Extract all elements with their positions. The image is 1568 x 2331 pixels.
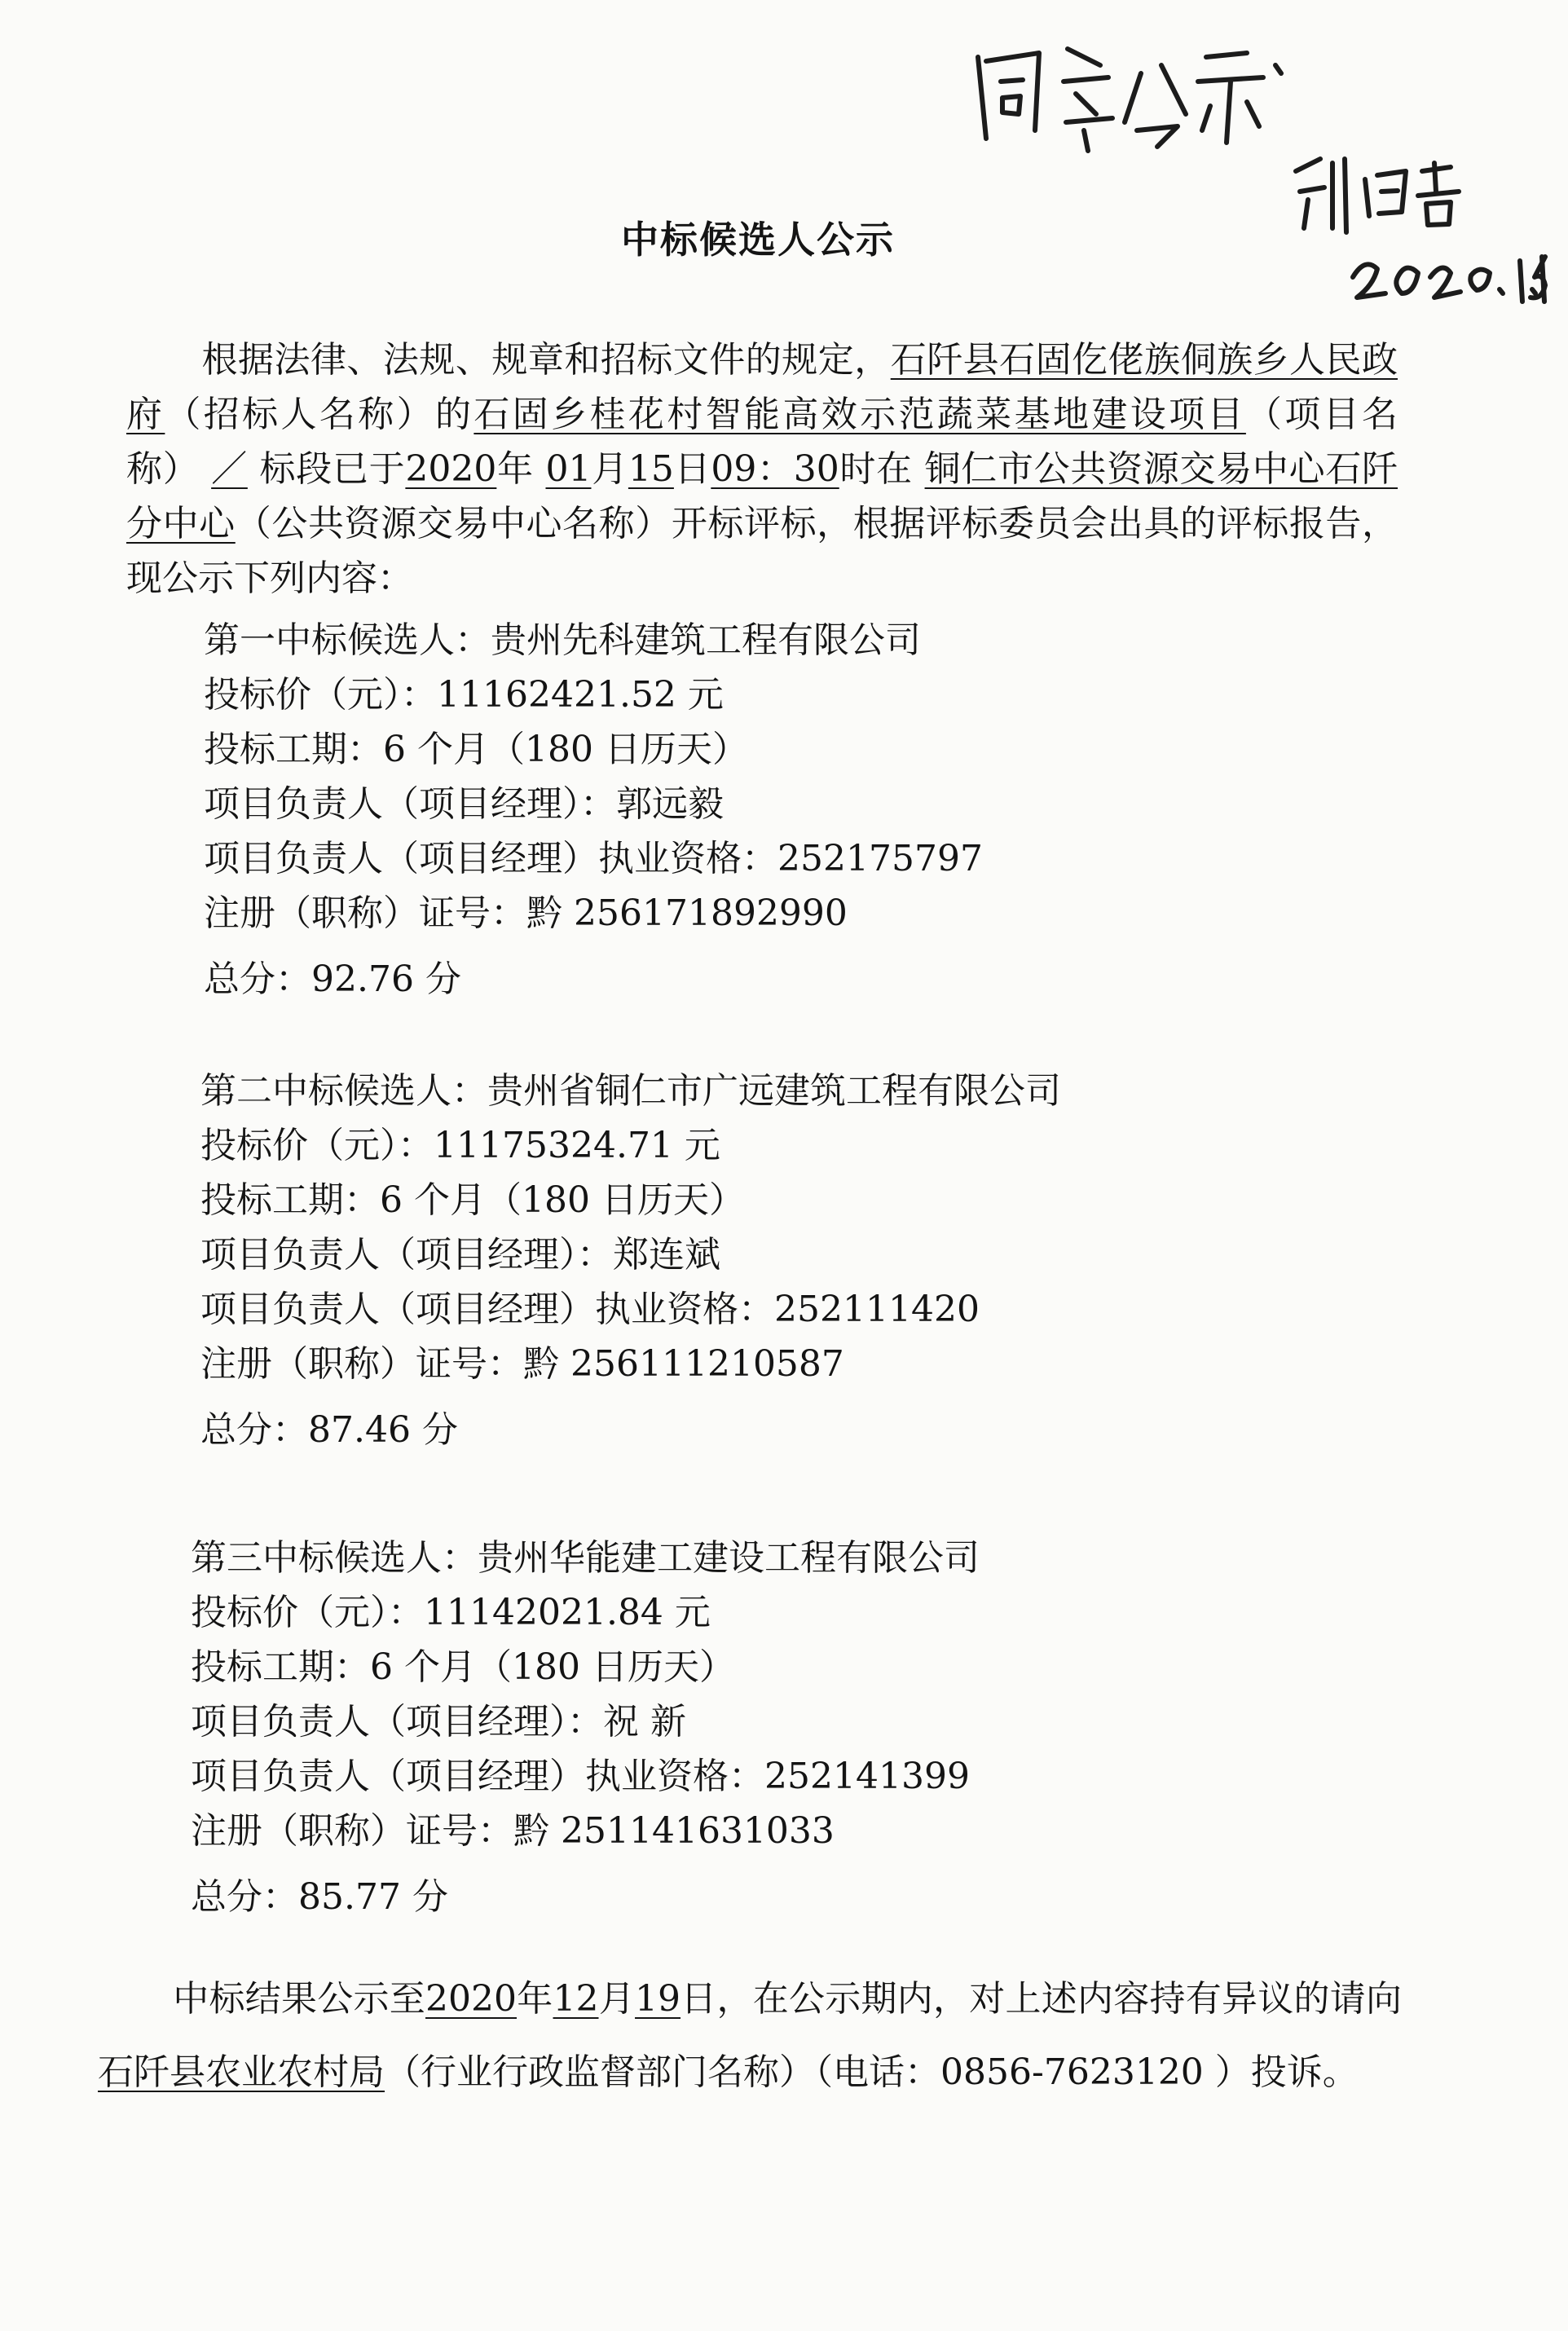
candidate-heading: 第二中标候选人：贵州省铜仁市广远建筑工程有限公司 — [200, 1070, 1061, 1112]
candidate-price: 投标价（元）：11142021.84 元 — [191, 1592, 711, 1633]
candidate-manager: 项目负责人（项目经理）：郭远毅 — [204, 783, 724, 825]
candidate-period: 投标工期：6 个月（180 日历天） — [200, 1179, 745, 1221]
candidate-heading: 第三中标候选人：贵州华能建工建设工程有限公司 — [191, 1537, 980, 1579]
publicity-end-day: 19 — [635, 1978, 681, 2020]
open-time: 09：30 — [711, 448, 839, 490]
intro-paragraph: 根据法律、法规、规章和招标文件的规定，石阡县石固仡佬族侗族乡人民政府（招标人名称）的石固乡桂花村智能高效示范蔬菜基地建设项目（项目名称） ／ 标段已于2020年 01月15日09：30时在 铜仁市公共资源交易中心石阡分中心（公共资源交易中心名称）开标评标，根据评标委员会出具的评标报告，现公示下列内容： — [126, 339, 1398, 599]
candidate-period: 投标工期：6 个月（180 日历天） — [191, 1646, 735, 1688]
candidate-score: 总分：85.77 分 — [191, 1876, 448, 1918]
candidate-price: 投标价（元）：11175324.71 元 — [200, 1125, 720, 1166]
open-year: 2020 — [405, 448, 497, 490]
candidate-company: 贵州华能建工建设工程有限公司 — [478, 1537, 980, 1579]
closing-lead: 中标结果公示至 — [173, 1978, 426, 2020]
candidate-score: 总分：92.76 分 — [204, 958, 461, 1000]
candidate-cert: 注册（职称）证号：黔 256111210587 — [200, 1343, 844, 1385]
candidate-qualification: 项目负责人（项目经理）执业资格：252141399 — [191, 1756, 970, 1797]
project-name: 石固乡桂花村智能高效示范蔬菜基地建设项目 — [473, 394, 1246, 435]
candidate-qualification: 项目负责人（项目经理）执业资格：252175797 — [204, 838, 983, 879]
project-label: （项目名称） — [126, 394, 1398, 490]
open-day: 15 — [628, 448, 674, 490]
section-value: ／ — [211, 448, 248, 490]
candidate-period: 投标工期：6 个月（180 日历天） — [204, 729, 748, 770]
publicity-end-month: 12 — [553, 1978, 599, 2020]
candidate-manager: 项目负责人（项目经理）：郑连斌 — [200, 1234, 720, 1276]
publicity-end-year: 2020 — [425, 1978, 517, 2020]
candidate-cert: 注册（职称）证号：黔 256171892990 — [204, 892, 848, 934]
candidate-block-2 — [200, 1064, 1061, 1457]
candidate-company: 贵州省铜仁市广远建筑工程有限公司 — [487, 1070, 1061, 1112]
candidate-qualification: 项目负责人（项目经理）执业资格：252111420 — [200, 1289, 980, 1330]
candidate-price: 投标价（元）：11162421.52 元 — [204, 674, 724, 716]
tenderer-label: （招标人名称）的 — [165, 394, 474, 435]
candidate-score: 总分：87.46 分 — [200, 1409, 458, 1451]
agency-label: （行业行政监督部门名称）（电话：0856-7623120 ）投诉。 — [385, 2051, 1359, 2093]
candidate-block-1 — [204, 613, 983, 1007]
closing-paragraph: 中标结果公示至2020年12月19日，在公示期内，对上述内容持有异议的请向石阡县农业农村局（行业行政监督部门名称）（电话：0856-7623120 ）投诉。 — [98, 1978, 1403, 2093]
candidate-heading: 第一中标候选人：贵州先科建筑工程有限公司 — [204, 619, 921, 661]
handwritten-approval-signature — [962, 16, 1548, 310]
section-label: 标段已于 — [259, 448, 406, 490]
candidate-manager: 项目负责人（项目经理）：祝 新 — [191, 1701, 686, 1743]
page-title: 中标候选人公示 — [621, 218, 895, 262]
intro-lead: 根据法律、法规、规章和招标文件的规定， — [201, 339, 891, 381]
supervising-agency: 石阡县农业农村局 — [98, 2051, 385, 2093]
tenderer-name: 石阡县石固仡佬族侗族乡人民政府 — [126, 339, 1398, 435]
trading-center-label: （公共资源交易中心名称）开标评标，根据评标委员会出具的评标报告，现公示下列内容： — [126, 503, 1398, 599]
candidate-company: 贵州先科建筑工程有限公司 — [491, 619, 921, 661]
open-month: 01 — [545, 448, 592, 490]
candidate-cert: 注册（职称）证号：黔 251141631033 — [191, 1810, 835, 1852]
candidate-block-3 — [191, 1531, 980, 1924]
trading-center-name: 铜仁市公共资源交易中心石阡分中心 — [126, 448, 1398, 544]
